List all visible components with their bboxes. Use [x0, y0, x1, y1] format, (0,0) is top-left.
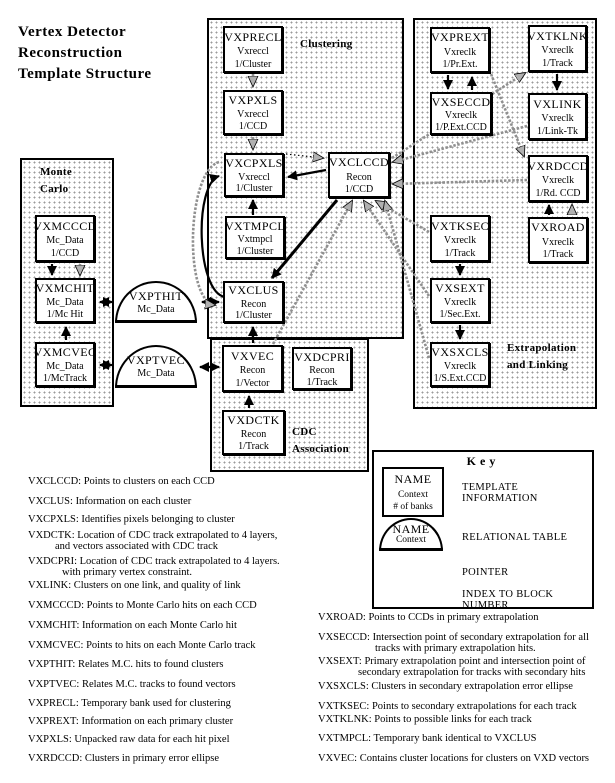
node-vxlink [528, 93, 587, 140]
definition-desc: Clusters in secondary extrapolation error ellipse [371, 681, 573, 692]
definition-item [318, 733, 537, 744]
definition-item [318, 681, 573, 692]
definition-desc: Temporary bank identical to VXCLUS [373, 733, 537, 744]
node-context: Mc_Data [137, 368, 175, 379]
node-name: VXTMPCL [224, 218, 286, 233]
node-name: VXDCTK [227, 413, 280, 427]
node-count: 1/Track [542, 57, 573, 69]
node-context: Vxreclk [443, 46, 477, 58]
node-vxrdccd [528, 155, 588, 202]
node-vxsext [430, 278, 490, 323]
node-name: VXTKLNK [527, 28, 588, 43]
key-template-count: # of banks [393, 502, 433, 513]
node-count: 1/Cluster [234, 58, 272, 70]
definition-item [318, 701, 577, 712]
node-name: VXMCCCD [33, 218, 97, 233]
definition-desc: Primary extrapolation point and intersection point of [364, 656, 586, 667]
node-count: 1/Pr.Ext. [442, 58, 478, 70]
node-context: Mc_Data [137, 303, 175, 315]
definition-desc: Relates M.C. hits to found clusters [77, 659, 224, 670]
node-count: 1/Mc Hit [46, 309, 84, 320]
definition-term: VXCPXLS: [28, 514, 79, 525]
node-count: 1/Vector [235, 377, 270, 389]
definition-term: VXTKLNK: [318, 714, 372, 725]
node-context: Vxreccl [237, 109, 269, 120]
key-dome-name: NAME [392, 521, 430, 536]
node-count: 1/CCD [50, 247, 80, 259]
definition-item [28, 530, 277, 552]
key-dome-context: Context [395, 534, 427, 545]
definition-term: VXSXCLS: [318, 681, 369, 692]
node-count: 1/Link-Tk [536, 125, 579, 137]
node-count: 1/Track [238, 441, 269, 452]
key-template-box [382, 467, 444, 517]
dome-vxpthit [115, 281, 197, 323]
definition-item [318, 753, 589, 764]
region-label-monte-carlo: Monte Carlo [40, 166, 73, 195]
region-label-cdc: CDC Association [292, 426, 350, 455]
key-template-label: TEMPLATE INFORMATION [462, 482, 538, 504]
node-name: VXPRECL [224, 29, 282, 44]
definition-desc: Location of CDC track extrapolated to 4 layers, [77, 530, 278, 541]
definition-item [28, 716, 233, 727]
definition-desc: Identifies pixels belonging to cluster [81, 514, 235, 525]
key-template-context: Context [397, 489, 429, 500]
node-vxvec [222, 345, 283, 392]
definition-desc2: and vectors associated with CDC track [55, 541, 218, 552]
node-name: VXPXLS [228, 93, 278, 107]
node-name: VXCLUS [228, 283, 279, 298]
node-count: 1/Cluster [236, 245, 274, 257]
definition-desc: Relates M.C. tracks to found vectors [81, 679, 236, 690]
node-vxseccd [430, 92, 492, 135]
node-vxmcvec [35, 342, 95, 387]
key-title: Key [466, 454, 500, 468]
key-relational-label: RELATIONAL TABLE [462, 532, 568, 543]
node-context: Vxreclk [443, 361, 477, 372]
definition-item [28, 640, 256, 651]
definition-term: VXMCCCD: [28, 600, 85, 611]
node-vxroad [528, 217, 588, 263]
definition-desc: Location of CDC track extrapolated to 4 layers. [79, 556, 280, 567]
node-context: Vxreccl [237, 46, 269, 57]
node-vxtksec [430, 215, 490, 262]
node-context: Recon [239, 365, 266, 376]
definition-item [28, 734, 230, 745]
node-count: 1/Cluster [235, 183, 273, 195]
node-context: Vxtmpcl [237, 234, 273, 245]
node-count: 1/McTrack [42, 373, 88, 384]
node-name: VXPREXT [430, 30, 490, 45]
definition-item [28, 600, 257, 611]
definition-desc: Intersection point of secondary extrapolation for all [372, 632, 589, 643]
definition-desc: Contains cluster locations for clusters on VXD vectors [359, 753, 590, 764]
node-vxdcpri [292, 347, 352, 390]
node-name: VXSEXT [435, 281, 485, 295]
node-count: 1/Rd. CCD [535, 187, 581, 199]
definition-item [28, 679, 236, 690]
node-count: 1/P.Ext.CCD [435, 121, 487, 133]
node-vxprecl [223, 26, 283, 73]
definition-term: VXMCHIT: [28, 620, 80, 631]
definition-term: VXTKSEC: [318, 701, 370, 712]
definition-term: VXCLUS: [28, 496, 73, 507]
node-context: Vxreclk [443, 235, 477, 246]
node-count: 1/CCD [238, 121, 268, 132]
definition-item [28, 476, 215, 487]
node-context: Vxreclk [541, 175, 575, 186]
node-count: 1/Sec.Ext. [439, 309, 481, 320]
node-context: Recon [346, 171, 372, 183]
definition-item [28, 496, 191, 507]
definition-item [318, 612, 539, 623]
node-context: Vxreclk [444, 110, 478, 121]
definition-item [318, 632, 589, 654]
definition-term: VXPTHIT: [28, 659, 76, 670]
region-label-extrapolation: Extrapolation and Linking [507, 342, 577, 371]
definition-desc2: secondary extrapolation for tracks with secondary hits [358, 667, 586, 678]
node-context: Recon [240, 298, 267, 310]
node-context: Mc_Data [46, 297, 84, 308]
definition-desc2: tracks with primary extrapolation hits. [375, 643, 536, 654]
node-name: VXCPXLS [225, 155, 283, 170]
node-name: VXVEC [230, 348, 275, 363]
definition-term: VXDCTK: [28, 530, 75, 541]
node-context: Vxreccl [238, 171, 270, 183]
node-count: 1/CCD [344, 183, 374, 195]
node-context: Recon [240, 429, 267, 440]
definition-desc: Information on each cluster [75, 496, 192, 507]
node-vxdctk [222, 410, 285, 455]
definition-term: VXLINK: [28, 580, 72, 591]
node-vxtklnk [528, 25, 587, 72]
definition-term: VXMCVEC: [28, 640, 84, 651]
node-vxmcccd [35, 215, 95, 262]
node-context: Mc_Data [46, 361, 84, 372]
definition-desc: Clusters on one link, and quality of link [73, 580, 241, 591]
node-name: VXPTHIT [128, 288, 184, 303]
node-context: Vxreclk [541, 45, 574, 56]
node-count: 1/Cluster [235, 309, 272, 321]
definition-desc: Points to clusters on each CCD [83, 476, 215, 487]
page-title: Vertex Detector Reconstruction Template Structure [18, 24, 152, 82]
node-context: Mc_Data [46, 235, 84, 246]
key-pointer-label: POINTER [462, 567, 509, 578]
node-vxtmpcl [225, 216, 285, 259]
definition-term: VXCLCCD: [28, 476, 82, 487]
definition-desc: Points to CCDs in primary extrapolation [368, 612, 539, 623]
node-count: 1/Track [306, 376, 338, 388]
definition-item [318, 714, 532, 725]
definition-term: VXPXLS: [28, 734, 72, 745]
node-name: VXMCVEC [33, 345, 97, 359]
definition-desc: Information on each primary cluster [81, 716, 234, 727]
node-name: VXTKSEC [430, 218, 490, 233]
node-name: VXDCPRI [294, 349, 350, 364]
dome-vxptvec [115, 345, 197, 388]
definition-desc: Information on each Monte Carlo hit [82, 620, 237, 631]
definition-desc: Points to Monte Carlo hits on each CCD [86, 600, 257, 611]
definition-desc: Points to possible links for each track [374, 714, 532, 725]
node-context: Vxreclk [541, 236, 575, 248]
definition-term: VXROAD: [318, 612, 366, 623]
key-relational-dome [379, 518, 443, 551]
key-legend [372, 450, 594, 609]
node-name: VXMCHIT [35, 281, 95, 295]
definition-term: VXPREXT: [28, 716, 79, 727]
node-name: VXSXCLS [431, 345, 489, 359]
node-name: VXCLCCD [328, 155, 390, 170]
definition-desc: Temporary bank used for clustering [81, 698, 231, 709]
definition-desc: Points to hits on each Monte Carlo track [86, 640, 256, 651]
definition-desc: Points to secondary extrapolations for each track [371, 701, 577, 712]
definition-term: VXTMPCL: [318, 733, 372, 744]
node-vxsxcls [430, 342, 490, 387]
definition-desc: Clusters in primary error ellipse [84, 753, 220, 764]
node-name: VXLINK [533, 96, 582, 111]
definition-term: VXSECCD: [318, 632, 370, 643]
definition-item [28, 620, 237, 631]
node-vxprext [430, 27, 490, 73]
node-vxclccd [328, 152, 390, 198]
key-template-name: NAME [394, 471, 432, 486]
node-context: Recon [309, 365, 335, 376]
region-label-clustering: Clustering [300, 38, 353, 50]
node-count: 1/S.Ext.CCD [433, 373, 487, 384]
definition-term: VXDCPRI: [28, 556, 78, 567]
node-name: VXSECCD [431, 94, 491, 109]
node-name: VXROAD [531, 220, 585, 235]
definition-term: VXSEXT: [318, 656, 362, 667]
node-vxpxls [223, 90, 283, 135]
node-count: 1/Track [444, 247, 476, 259]
definition-term: VXRDCCD: [28, 753, 83, 764]
node-vxcpxls [224, 153, 284, 197]
definition-term: VXPTVEC: [28, 679, 80, 690]
node-name: VXRDCCD [527, 158, 589, 173]
node-vxmchit [35, 278, 95, 323]
definition-desc2: with primary vertex constraint. [62, 567, 193, 578]
definition-item [28, 580, 241, 591]
node-context: Vxreclk [541, 113, 574, 124]
key-index-label: INDEX TO BLOCK NUMBER [462, 589, 554, 611]
definition-desc: Unpacked raw data for each hit pixel [74, 734, 230, 745]
node-context: Vxreclk [443, 297, 477, 308]
definition-item [28, 753, 219, 764]
definition-item [28, 698, 231, 709]
definition-term: VXPRECL: [28, 698, 79, 709]
definition-item [28, 659, 223, 670]
definition-item [318, 656, 585, 678]
node-count: 1/Track [542, 248, 574, 260]
node-name: VXPTVEC [126, 353, 186, 367]
node-vxclus [223, 281, 284, 323]
definition-term: VXVEC: [318, 753, 358, 764]
definition-item [28, 514, 235, 525]
definition-item [28, 556, 280, 578]
